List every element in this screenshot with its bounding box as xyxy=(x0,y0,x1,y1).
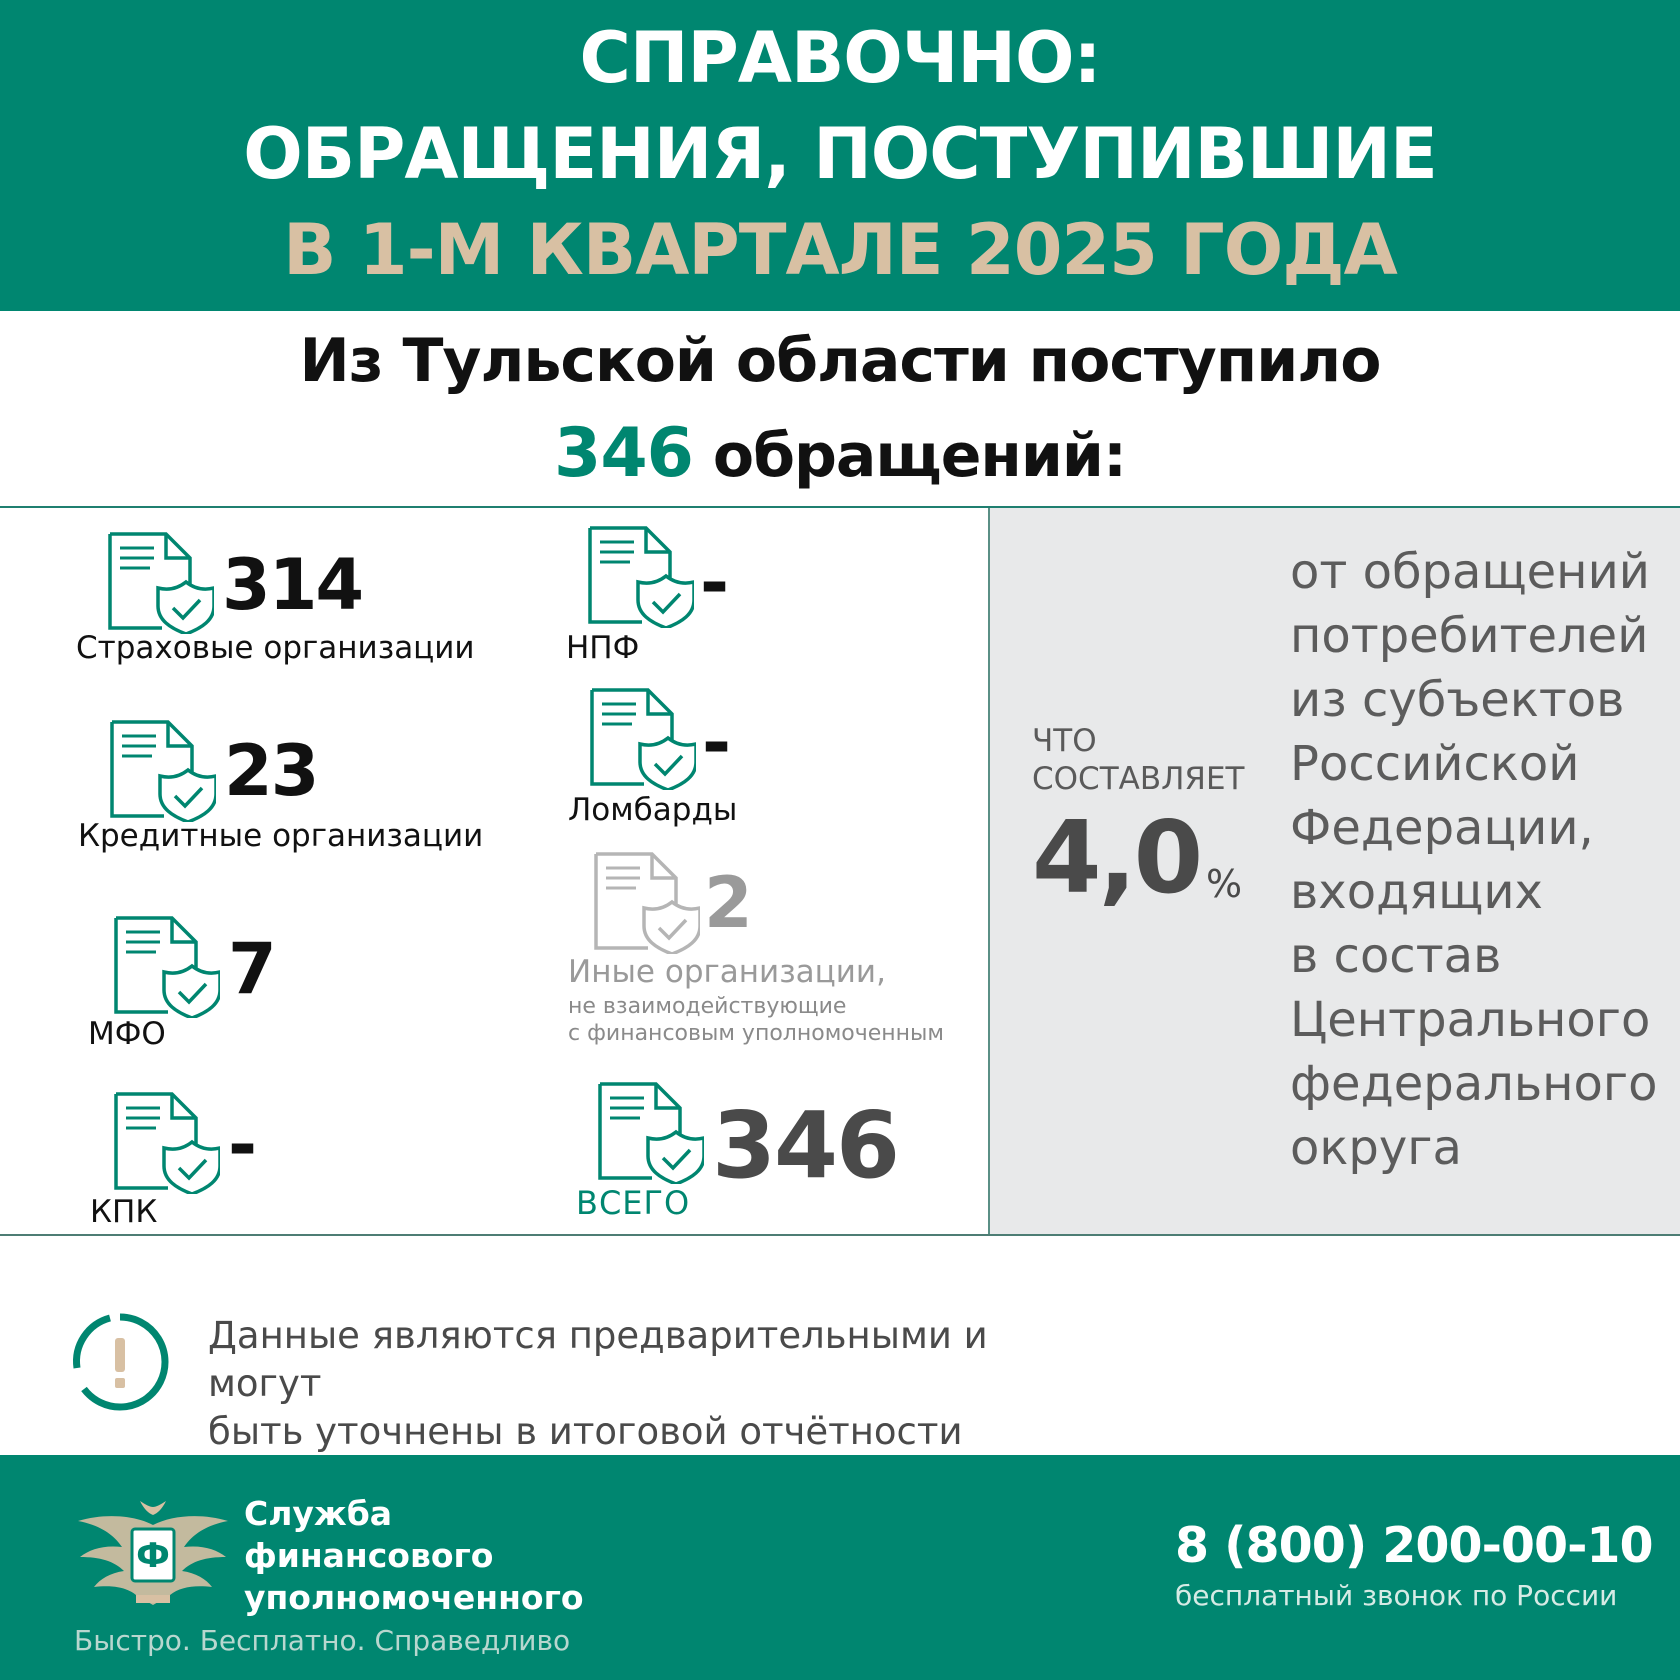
category-label: Страховые организации xyxy=(76,630,475,666)
svg-text:Ф: Ф xyxy=(136,1536,170,1576)
share-description-line: округа xyxy=(1290,1120,1462,1176)
header-banner xyxy=(0,0,1680,311)
category-label: МФО xyxy=(88,1016,166,1052)
share-description-line: входящих xyxy=(1290,864,1543,920)
share-description-line: Центрального xyxy=(1290,992,1651,1048)
category-sublabel-other: с финансовым уполномоченным xyxy=(568,1021,945,1046)
org-name-line1: Служба xyxy=(244,1494,393,1533)
category-value: - xyxy=(228,1104,256,1186)
summary-count-suffix: обращений: xyxy=(692,421,1126,491)
category-label: Ломбарды xyxy=(568,792,738,828)
category-value-other: 2 xyxy=(704,862,751,944)
document-shield-icon-total xyxy=(594,1080,704,1184)
share-description-line: от обращений xyxy=(1290,544,1650,600)
category-label: КПК xyxy=(90,1194,158,1230)
document-shield-icon xyxy=(110,1090,220,1194)
disclaimer-line1: Данные являются предварительными и могут xyxy=(208,1314,988,1405)
category-sublabel-other: не взаимодействующие xyxy=(568,994,847,1019)
total-value: 346 xyxy=(712,1092,899,1199)
divider-vertical xyxy=(988,508,990,1236)
disclaimer-line2: быть уточнены в итоговой отчётности xyxy=(208,1410,963,1453)
share-description-line: Федерации, xyxy=(1290,800,1594,856)
share-percentage: 4,0 xyxy=(1032,799,1201,916)
document-shield-icon xyxy=(104,530,214,634)
org-name-line3: уполномоченного xyxy=(244,1578,584,1617)
share-description xyxy=(1290,540,1675,1180)
document-shield-icon xyxy=(584,524,694,628)
category-value: 23 xyxy=(224,730,318,812)
share-description-line: федерального xyxy=(1290,1056,1658,1112)
org-name-line2: финансового xyxy=(244,1536,494,1575)
share-label-line1: ЧТО xyxy=(1032,723,1097,759)
share-description-line: в состав xyxy=(1290,928,1502,984)
header-title-line2: ОБРАЩЕНИЯ, ПОСТУПИВШИЕ xyxy=(243,113,1437,195)
category-value: - xyxy=(700,542,728,624)
eagle-emblem-logo xyxy=(74,1495,232,1613)
share-unit: % xyxy=(1206,862,1243,906)
share-description-line: из субъектов xyxy=(1290,672,1625,728)
tagline: Быстро. Бесплатно. Справедливо xyxy=(74,1624,571,1657)
document-shield-icon xyxy=(110,914,220,1018)
share-label xyxy=(1032,722,1244,798)
summary-line1: Из Тульской области поступило xyxy=(299,326,1381,396)
share-description-line: потребителей xyxy=(1290,608,1649,664)
header-title-line1: СПРАВОЧНО: xyxy=(579,17,1101,99)
document-shield-icon xyxy=(106,718,216,822)
share-label-line2: СОСТАВЛЯЕТ xyxy=(1032,761,1245,797)
document-shield-icon-gray xyxy=(590,850,700,954)
disclaimer-note xyxy=(208,1312,1108,1456)
hotline-phone-number[interactable]: 8 (800) 200-00-10 xyxy=(1175,1517,1653,1574)
category-value: - xyxy=(702,702,730,784)
category-label-other: Иные организации, xyxy=(568,954,886,990)
organization-name xyxy=(244,1493,584,1619)
category-value: 314 xyxy=(222,544,363,626)
total-label: ВСЕГО xyxy=(576,1184,691,1222)
header-title-line3: В 1-М КВАРТАЛЕ 2025 ГОДА xyxy=(283,209,1397,291)
hotline-phone-note: бесплатный звонок по России xyxy=(1175,1579,1618,1612)
category-label: Кредитные организации xyxy=(78,818,484,854)
category-label: НПФ xyxy=(566,630,640,666)
share-description-line: Российской xyxy=(1290,736,1580,792)
category-value: 7 xyxy=(228,928,275,1010)
summary-line2 xyxy=(0,414,1680,493)
document-shield-icon xyxy=(586,686,696,790)
summary-count: 346 xyxy=(554,414,693,493)
divider-bottom xyxy=(0,1234,1680,1236)
exclamation-warning-icon xyxy=(70,1312,170,1412)
